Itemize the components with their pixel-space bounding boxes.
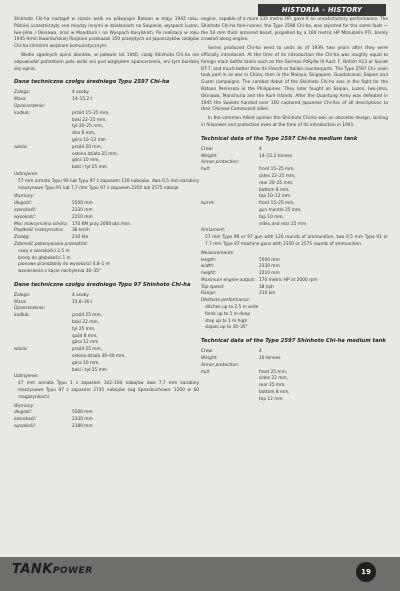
spec-key: wysokość: <box>14 214 37 220</box>
spec-value: przód 20 mm, <box>72 144 103 150</box>
spec-row <box>14 152 199 159</box>
spec-value: 4 osoby <box>72 292 89 298</box>
spec-row <box>201 222 388 229</box>
spec-row <box>14 90 199 97</box>
spec-value <box>259 363 388 370</box>
spec-row <box>14 235 199 242</box>
page-footer <box>0 557 400 591</box>
spec-value: boki 22–25 mm, <box>72 117 107 123</box>
spec-value: 38 km/h <box>72 228 90 234</box>
armament-label-pl: Uzbrojenie: <box>14 171 39 177</box>
spec-value: osłona działa 25 mm, <box>72 151 119 157</box>
spec-value: osłona działa 30–40 mm, <box>72 354 126 360</box>
spec-key <box>14 361 72 368</box>
spec-table-shinhoto-pl <box>14 293 199 375</box>
spec-row <box>14 215 199 222</box>
spec-key: Range: <box>201 291 217 297</box>
spec-value: przód 25 mm, <box>72 347 103 353</box>
spec-value: 210 km <box>259 291 276 297</box>
spec-row <box>14 361 199 368</box>
spec-row <box>201 188 388 195</box>
spec-table-chiha-pl <box>14 90 199 172</box>
spec-key: szerokość: <box>14 207 37 213</box>
spec-key: Opancerzenie: <box>14 103 46 109</box>
spec-value <box>72 104 199 111</box>
spec-key: Maximum engine output: <box>201 277 256 283</box>
logo-sub-text: POWER <box>52 566 93 576</box>
spec-key: wieża: <box>14 144 28 150</box>
spec-row <box>201 390 388 397</box>
measurements-table-en <box>201 258 388 299</box>
list-item: slopes up to 30–35° <box>205 325 248 331</box>
spec-value: 14–15,2 t <box>72 97 93 103</box>
spec-value: 5500 mm <box>72 201 93 207</box>
spec-row <box>14 340 199 347</box>
spec-row <box>201 174 388 181</box>
spec-key: Moc maksymalna silnika: <box>14 221 69 227</box>
spec-value: 2330 mm <box>72 207 93 213</box>
spec-row <box>14 165 199 172</box>
spec-value: góra 10–12 mm <box>72 137 106 143</box>
obstacle-list-en <box>201 305 388 332</box>
spec-value: top 12 mm <box>259 396 283 402</box>
list-item: step up to 1 m high <box>205 318 248 324</box>
spec-row <box>201 285 388 292</box>
spec-value: 4 <box>259 349 262 355</box>
spec-value: 15,8–16 t <box>72 299 93 305</box>
section-header <box>258 4 386 16</box>
list-item: fords up to 1 m deep <box>205 311 251 317</box>
spec-row <box>201 397 388 404</box>
spec-row <box>14 97 199 104</box>
spec-key <box>201 376 259 383</box>
spec-row <box>14 417 199 424</box>
spec-key: Armor protection: <box>201 362 240 368</box>
intro-paragraph-1: Shinhoto Chi-ha nastąpił w czasie walk na półwyspie Bataan w maju 1942 roku. Później uczestniczyły one między innymi w działaniach na Saipanie, wyspach Luzon, Iwo-Jima i Okinawa, oraz w Mandżurii i na Wyspach Kurylskich. Po realizacji w roku 1945 Armii Kwantuńskiej Rosjanie przekazali 350 przejętych od Japończyków czołgów Chi-ha chińskim wojskom komunistycznym. <box>14 17 199 50</box>
spec-key: Crew: <box>201 349 214 355</box>
spec-value: sides 22–25 mm, <box>259 173 296 179</box>
dimensions-table-pl <box>14 201 199 242</box>
spec-value: bottom 8 mm, <box>259 390 290 396</box>
spec-key <box>201 174 259 181</box>
spec-key <box>201 188 259 195</box>
spec-value: 5500 mm <box>72 410 93 416</box>
page-number: 19 <box>356 562 376 582</box>
spec-key: Masa: <box>14 299 27 305</box>
spec-key: Masa: <box>14 97 27 103</box>
body-paragraph-3: In the common Allied opinion the Shinhoto Chi-ha was an obsolete design, lacking in firepower and protection even at the time of its introduction in 1941. <box>201 116 388 128</box>
spec-key <box>14 124 72 131</box>
list-item: ditches up to 2.5 m wide <box>205 305 259 311</box>
spec-row <box>14 118 199 125</box>
spec-value: przód 25 mm, <box>72 313 103 319</box>
obstacle-label-en: Obstacle performance: <box>201 298 251 304</box>
spec-value: 16 tonnes <box>259 356 281 362</box>
spec-row <box>14 124 199 131</box>
spec-row <box>14 354 199 361</box>
spec-key <box>14 131 72 138</box>
spec-table-chiha-en <box>201 147 388 229</box>
spec-value: bottom 8 mm, <box>259 187 290 193</box>
spec-value: tył 25 mm, <box>72 326 96 332</box>
spec-row <box>201 383 388 390</box>
spec-key: Weight: <box>201 153 218 159</box>
spec-value: front 15–25 mm, <box>259 167 295 173</box>
spec-row <box>14 208 199 215</box>
obstacle-list-pl <box>14 249 199 276</box>
spec-row <box>14 424 199 431</box>
section-header-label: HISTORIA - HISTORY <box>281 6 363 14</box>
spec-value: 2210 mm <box>72 214 93 220</box>
spec-key: kadłub: <box>14 110 30 116</box>
armament-label-pl-2: Uzbrojenie: <box>14 374 39 380</box>
spec-key <box>201 208 259 215</box>
spec-key: Top speed: <box>201 284 225 290</box>
spec-key <box>14 118 72 125</box>
spec-key <box>201 390 259 397</box>
spec-value: 5500 mm <box>259 257 280 263</box>
spec-key: hull: <box>201 167 211 173</box>
spec-value: top 10 mm, <box>259 214 284 220</box>
spec-key: Weight: <box>201 356 218 362</box>
spec-row <box>14 293 199 300</box>
spec-row <box>14 201 199 208</box>
spec-key: długość: <box>14 410 33 416</box>
spec-key <box>14 152 72 159</box>
spec-heading-chiha-pl: Dane techniczne czołgu średniego Typu 2597 Chi-ha <box>14 79 170 86</box>
spec-value: boki i tył 25 mm <box>72 367 107 373</box>
spec-heading-shinhoto-pl: Dane techniczne czołgu średniego Typu 97 Shinhoto Chi-ha <box>14 281 191 288</box>
magazine-logo <box>12 562 93 577</box>
spec-row <box>201 201 388 208</box>
spec-row <box>14 368 199 375</box>
spec-key: height: <box>201 271 217 277</box>
spec-row <box>14 320 199 327</box>
spec-key: Prędkość maksymalna: <box>14 228 64 234</box>
spec-key <box>201 215 259 222</box>
obstacle-label-pl: Zdolność pokonywania przeszkód: <box>14 241 88 247</box>
list-item: pionowe przeszkody do wysokości 0,8–1 m <box>18 262 110 268</box>
spec-key <box>201 383 259 390</box>
spec-row <box>14 410 199 417</box>
spec-key: Crew: <box>201 146 214 152</box>
spec-key: Załoga: <box>14 90 31 96</box>
spec-key <box>14 158 72 165</box>
spec-key: wysokość: <box>14 424 37 430</box>
spec-row <box>14 313 199 320</box>
spec-row <box>201 147 388 154</box>
spec-key: Opancerzenie: <box>14 306 46 312</box>
spec-value: front 15–25 mm, <box>259 201 295 207</box>
spec-key: kadłub: <box>14 313 30 319</box>
spec-value: dno 8 mm, <box>72 131 96 137</box>
logo-main-text: TANK <box>12 562 53 577</box>
spec-value: 170 KM przy 2000 obr./min. <box>72 221 132 227</box>
spec-key <box>14 320 72 327</box>
spec-row <box>201 363 388 370</box>
spec-table-shinhoto-en <box>201 349 388 403</box>
armament-text-pl-2: 47 mm armata Typu 1 z zapasem 102–104 nabojów dwa 7,7 mm karabiny maszynowe Typu 97 z zapasem 2745 nabojów (wg Spassbuchowa: 1200 w 60 magazynkach) <box>18 381 199 400</box>
spec-value: góra 10 mm, <box>72 360 100 366</box>
body-paragraph-2: Series produced Chi-ha went to units as of 1939, two years after they were officially introduced. At the time of its introduction the Chi-ha was roughly equal to foreign main battle tanks such as the German PzKpfw III Ausf. F, British A13 or Soviet BT-7, and much better than its French or Italian counterparts. The Type 2597 Chi- soon took part in se war in China, then in the Malaya, Singapore, Guadalcanal, Saipan and Guam campaigns. The combat debut of the Shinhoto Chi-ha was in the fight for the Bataan Peninsula in the Philippines. They later fought on Saipan, Luzon, Iwo-Jima, Okinawa, Manchuria and the Kuril Islands. After the Quantung Army was defeated in 1945 the Soviets handed over 350 captured Japanese Chi-has of all descriptions to their Chinese Communist allies. <box>201 46 388 113</box>
list-item: brody do głębokości 1 m <box>18 255 71 261</box>
left-column <box>14 17 199 431</box>
right-column <box>201 17 388 404</box>
spec-key <box>14 334 72 341</box>
spec-key: Zasięg: <box>14 235 30 241</box>
spec-row <box>201 271 388 278</box>
spec-key <box>14 138 72 145</box>
spec-key <box>14 327 72 334</box>
spec-value: góra 12 mm <box>72 340 99 346</box>
spec-key <box>201 397 259 404</box>
spec-key <box>14 354 72 361</box>
spec-value: rear 20–25 mm, <box>259 180 294 186</box>
spec-key <box>14 165 72 172</box>
spec-key: długość: <box>14 201 33 207</box>
spec-row <box>14 145 199 152</box>
dimensions-table-pl-2 <box>14 410 199 430</box>
dimensions-label-pl-2: Wymiary: <box>14 403 35 409</box>
spec-value: tył 20–25 mm, <box>72 124 104 130</box>
spec-value: rear 25 mm, <box>259 383 286 389</box>
spec-row <box>201 181 388 188</box>
spec-value: front 25 mm, <box>259 369 288 375</box>
spec-row <box>14 228 199 235</box>
spec-value: 4 osoby <box>72 90 89 96</box>
spec-value: gun mantle 25 mm, <box>259 207 302 213</box>
spec-row <box>201 356 388 363</box>
spec-value: 38 kph <box>259 284 274 290</box>
intro-paragraph-2: Wedle zgodnych opinii ałantów, w połowie lat 1940, czołg Shinhoto Chi-ha nie odpowiadał potrzebom pola walki ani pod względem opancerzenia, ani tym bardziej siły ognia. <box>14 52 199 72</box>
spec-value: sides 22 mm, <box>259 376 288 382</box>
spec-value: 4 <box>259 146 262 152</box>
spec-row <box>14 306 199 313</box>
spec-row <box>201 208 388 215</box>
spec-row <box>14 327 199 334</box>
spec-key: width: <box>201 264 215 270</box>
spec-row <box>14 104 199 111</box>
spec-row <box>201 370 388 377</box>
spec-key: Załoga: <box>14 292 31 298</box>
spec-key: turret: <box>201 201 215 207</box>
spec-row <box>14 138 199 145</box>
spec-row <box>201 278 388 285</box>
spec-value: góra 10 mm, <box>72 158 100 164</box>
spec-value: 14–15.2 tonnes <box>259 153 293 159</box>
spec-row <box>201 349 388 356</box>
spec-row <box>14 111 199 118</box>
spec-row <box>201 215 388 222</box>
list-item: wzniesienia o kącie nachylenia 30–35° <box>18 269 101 275</box>
armament-text-en: 57 mm Type 90 or 97 gun with 120 rounds of ammunition, two 6.5 mm Type 91 or 7.7 mm Type 97 machine guns with 2350 or 2575 rounds of ammunition <box>205 235 388 247</box>
armament-text-pl: 57 mm armata Typu 90 lub Typu 97 z zapasem 120 nabojów, dwa 6,5 mm karabiny maszynowe Typu 91 lub 7,7 mm Typu 97 z zapasem 2350 lub 2575 naboje <box>18 178 199 191</box>
spec-key: szerokość: <box>14 417 37 423</box>
spec-value: spód 8 mm, <box>72 333 98 339</box>
spec-value: 2330 mm <box>259 264 280 270</box>
spec-value: boki 22 mm, <box>72 320 99 326</box>
spec-row <box>201 258 388 265</box>
spec-value: 2330 mm <box>72 417 93 423</box>
spec-key: wieża: <box>14 347 28 353</box>
spec-row <box>201 376 388 383</box>
spec-row <box>201 264 388 271</box>
body-paragraph-1: engine, capable of a more 135 metric HP, gave it an unsatisfactory performance. The Shinhoto Chi-ha fore-runner, the Type 2598 Chi-ha, was rejected for the same fault — the 50 mm thick armored beast, propelled by a 160 metric HP Mitsubishi PTI, barely crawled along engine. <box>201 17 388 43</box>
list-item: rowy o szerokości 2,5 m <box>18 248 70 254</box>
spec-value: boki i tył 25 mm <box>72 165 107 171</box>
spec-value: 2210 mm <box>259 271 280 277</box>
spec-row <box>14 131 199 138</box>
spec-value: top 10–12 mm <box>259 194 291 200</box>
spec-key: length: <box>201 257 217 263</box>
spec-heading-shinhoto-en: Technical data of the Type 2597 Shinhoto Chi-ha medium tank <box>201 338 386 345</box>
spec-heading-chiha-en: Technical data of the Type 2597 Chi-ha medium tank <box>201 135 358 142</box>
spec-key: Armor protection: <box>201 160 240 166</box>
spec-value: przód 15–25 mm, <box>72 110 110 116</box>
armament-label-en: Armament: <box>201 228 226 234</box>
dimensions-label-pl: Wymiary: <box>14 194 35 200</box>
spec-value: 170 metric HP at 2000 rpm <box>259 277 318 283</box>
spec-value: 210 km <box>72 235 89 241</box>
spec-key: hull: <box>201 369 211 375</box>
spec-value: 2380 mm <box>72 424 93 430</box>
spec-key <box>201 181 259 188</box>
measurements-label-en: Measurements: <box>201 250 235 256</box>
spec-value: sides and rear 25 mm <box>259 221 307 227</box>
spec-row <box>201 167 388 174</box>
spec-row <box>14 334 199 341</box>
